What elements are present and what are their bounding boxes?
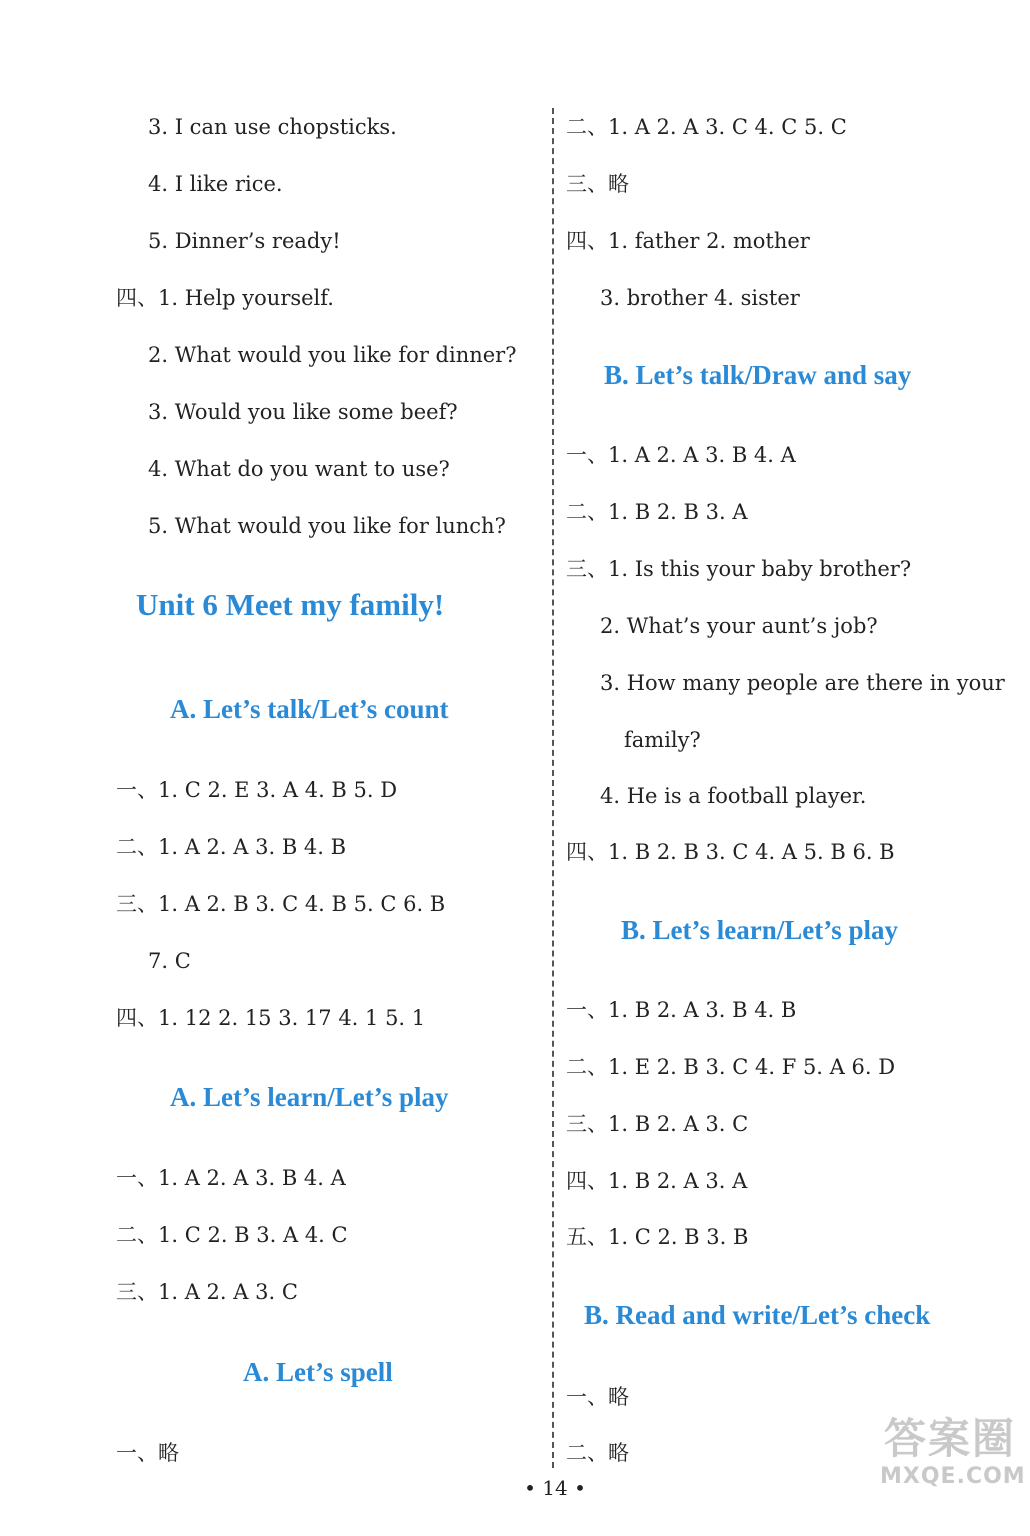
answer-line: family? (624, 728, 701, 752)
section-heading: B. Read and write/Let’s check (584, 1300, 931, 1330)
answer-line: 四、1. Help yourself. (116, 286, 334, 310)
section-heading: B. Let’s learn/Let’s play (621, 915, 898, 945)
answer-line: 二、略 (566, 1441, 629, 1465)
answer-line: 四、1. B 2. B 3. C 4. A 5. B 6. B (566, 840, 895, 864)
answer-line: 三、略 (566, 172, 629, 196)
watermark (880, 1414, 1026, 1491)
answer-line: 4. I like rice. (148, 172, 283, 196)
answer-line: 二、1. A 2. A 3. B 4. B (116, 835, 347, 859)
unit-title: Unit 6 Meet my family! (136, 587, 445, 622)
answer-line: 一、1. C 2. E 3. A 4. B 5. D (116, 778, 398, 802)
section-heading: A. Let’s learn/Let’s play (170, 1082, 449, 1112)
page-number: • 14 • (524, 1476, 586, 1500)
answer-line: 3. How many people are there in your (600, 671, 1005, 695)
answer-line: 一、1. A 2. A 3. B 4. A (116, 1166, 346, 1190)
answer-line: 四、1. 12 2. 15 3. 17 4. 1 5. 1 (116, 1006, 426, 1030)
answer-line: 一、1. A 2. A 3. B 4. A (566, 443, 796, 467)
answer-line: 7. C (148, 949, 191, 973)
answer-line: 一、略 (566, 1385, 629, 1409)
answer-line: 5. Dinner’s ready! (148, 229, 341, 253)
answer-line: 三、1. B 2. A 3. C (566, 1112, 749, 1136)
answer-line: 二、1. A 2. A 3. C 4. C 5. C (566, 115, 847, 139)
answer-line: 二、1. B 2. B 3. A (566, 500, 748, 524)
answer-line: 一、1. B 2. A 3. B 4. B (566, 998, 797, 1022)
answer-line: 三、1. A 2. B 3. C 4. B 5. C 6. B (116, 892, 446, 916)
answer-line: 一、略 (116, 1441, 179, 1465)
answer-line: 2. What’s your aunt’s job? (600, 614, 878, 638)
answer-line: 4. What do you want to use? (148, 457, 450, 481)
section-heading: B. Let’s talk/Draw and say (604, 360, 912, 390)
answer-line: 3. I can use chopsticks. (148, 115, 397, 139)
watermark-logo-text: 答案圈 (883, 1414, 1016, 1463)
section-heading: A. Let’s spell (243, 1357, 393, 1387)
answer-line: 三、1. Is this your baby brother? (566, 557, 912, 581)
section-heading: A. Let’s talk/Let’s count (170, 694, 449, 724)
answer-line: 3. brother 4. sister (600, 286, 800, 310)
answer-line: 二、1. E 2. B 3. C 4. F 5. A 6. D (566, 1055, 896, 1079)
answer-line: 2. What would you like for dinner? (148, 343, 517, 367)
answer-line: 四、1. B 2. A 3. A (566, 1169, 748, 1193)
answer-line: 5. What would you like for lunch? (148, 514, 506, 538)
answer-line: 三、1. A 2. A 3. C (116, 1280, 298, 1304)
answer-line: 4. He is a football player. (600, 784, 867, 808)
column-divider (552, 108, 554, 1468)
answer-line: 3. Would you like some beef? (148, 400, 458, 424)
answer-line: 四、1. father 2. mother (566, 229, 810, 253)
answer-line: 五、1. C 2. B 3. B (566, 1225, 749, 1249)
answer-line: 二、1. C 2. B 3. A 4. C (116, 1223, 348, 1247)
watermark-url: MXQE.COM (880, 1464, 1026, 1489)
